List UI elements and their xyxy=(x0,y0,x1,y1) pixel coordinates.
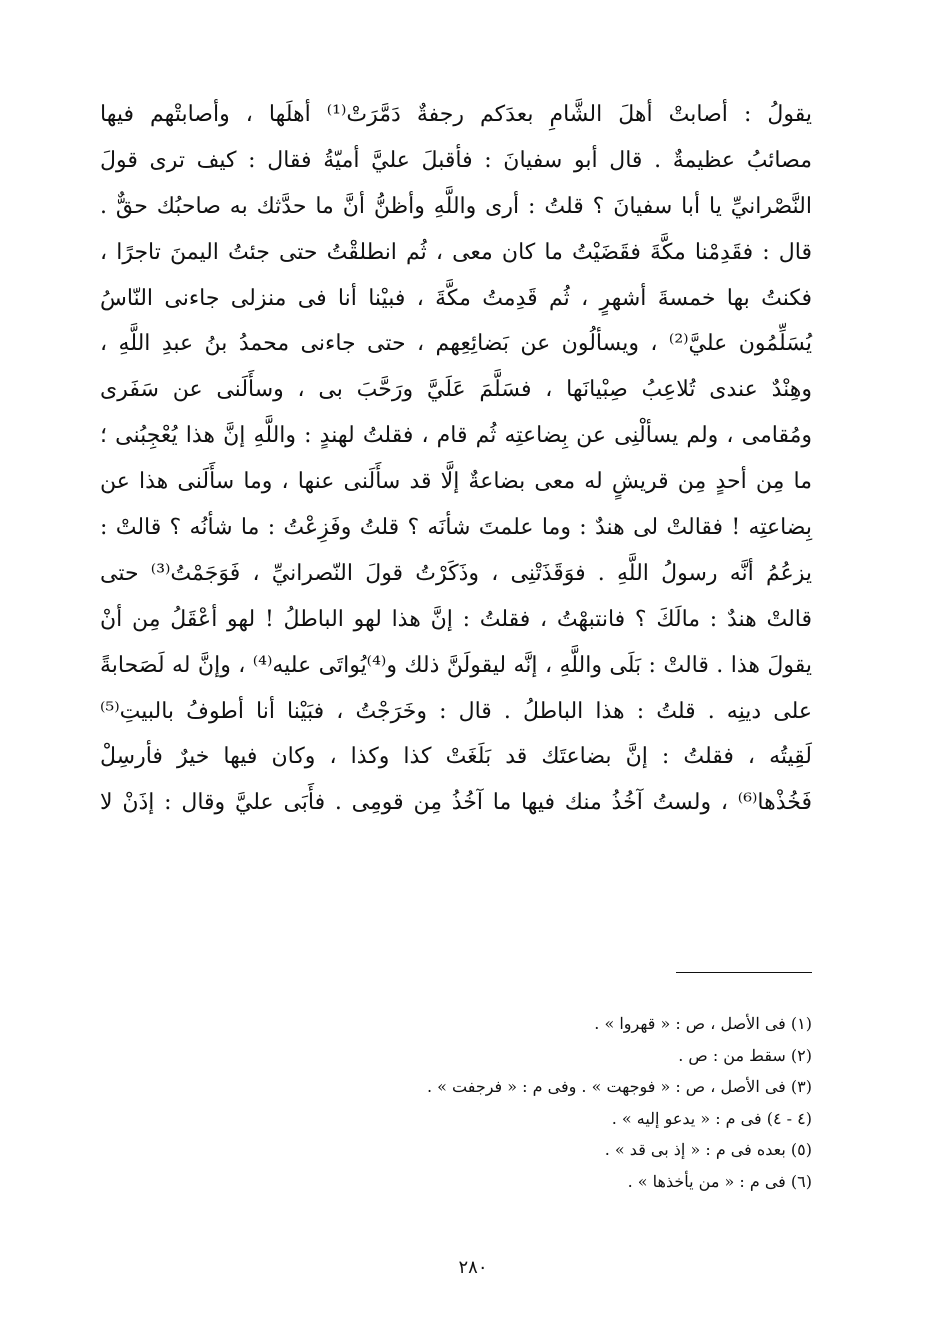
footnote: (٢) سقط من : ص . xyxy=(678,1045,812,1065)
text-line: لَقِيتُه ، فقلتُ : إنَّ بضاعتَك قد بَلَغَتْ كذا وكذا ، وكان فيها خيرٌ فأرسِلْ xyxy=(100,744,812,770)
text-line: قال : فقَدِمْنا مكَّةَ فقَضَيْتُ ما كان معى ، ثُم انطلقْتُ حتى جئتُ اليمنَ تاجرًا ، xyxy=(100,239,812,265)
text-line: بِضاعتِه ! فقالتْ لى هندٌ : وما علمتَ شأنَه ؟ قلتُ وفَزِعْتُ : ما شأنُه ؟ قالتْ : xyxy=(100,515,812,541)
footnote: (٦) فى م : « من يأخذها » . xyxy=(627,1171,812,1191)
text-line: فكنتُ بها خمسةَ أشهرٍ ، ثُم قَدِمتُ مكَّةَ ، فبيْنا أنا فى منزلى جاءنى النّاسُ xyxy=(100,285,812,311)
text-line: ومُقامى ، ولم يسألْنِى عن بِضاعتِه ثُم قام ، فقلتُ لهندٍ : واللَّهِ إنَّ هذا يُعْجِبُنى ؛ xyxy=(100,423,812,449)
text-line: ما مِن أحدٍ مِن قريشٍ له معى بضاعةٌ إلَّا قد سأَلَنى عنها ، وما سأَلَنى هذا عن xyxy=(100,469,812,495)
text-line: يقولَ هذا . قالتْ : بَلَى واللَّهِ ، إنَّه ليقولَنَّ ذلك و⁽⁴⁾يُواتَى عليه⁽⁴⁾ ، وإنَّ له لَصَحابةً xyxy=(100,652,812,678)
text-line: وهِنْدٌ عندى تُلاعِبُ صِبْيانَها ، فسَلَّمَ عَلَيَّ ورَحَّبَ بى ، وسأَلَنى عن سَفَرى xyxy=(100,377,812,403)
text-line: يقولُ : أصابتْ أهلَ الشَّامِ بعدَكم رجفةٌ دَمَّرَتْ⁽¹⁾ أهلَها ، وأصابتْهم فيها xyxy=(100,102,812,127)
footnotes-block xyxy=(300,1008,812,1198)
text-line: يُسَلِّمُون عليَّ⁽²⁾ ، ويسألُون عن بَضائِعِهم ، حتى جاءنى محمدُ بنُ عبدِ اللَّهِ ، xyxy=(100,331,812,357)
main-text-block xyxy=(100,92,812,826)
text-line: فَخُذْها⁽⁶⁾ ، ولستُ آخُذُ منك فيها ما آخُذُ مِن قومِى . فأَبَى عليَّ وقال : إذَنْ لا xyxy=(100,790,812,816)
text-line: يزعُمُ أنَّه رسولُ اللَّهِ . فوَقَذَتْنِى ، وذَكَرْتُ قولَ النّصرانيِّ ، فَوَجَمْتُ⁽³⁾ حتى xyxy=(100,560,812,586)
text-line: قالتْ هندٌ : مالَكَ ؟ فانتبهْتُ ، فقلتُ : إنَّ هذا لهو الباطلُ ! لهو أعْقَلُ مِن أنْ xyxy=(100,606,812,632)
footnote: (٤ - ٤) فى م : « يدعو إليه » . xyxy=(611,1108,812,1128)
text-line: مصائبُ عظيمةٌ . قال أبو سفيانَ : فأقبلَ عليَّ أميّةُ فقال : كيف ترى قولَ xyxy=(100,147,812,173)
text-line: النَّصْرانيِّ يا أبا سفيانَ ؟ قلتُ : أرى واللَّهِ وأظنُّ أنَّ ما حدَّثك به صاحبُك حقٌّ . xyxy=(100,193,812,219)
text-line: على دينِه . قلتُ : هذا الباطلُ . قال : وخَرَجْتُ ، فبَيْنا أنا أطوفُ بالبيتِ⁽⁵⁾ xyxy=(100,698,812,724)
footnote-divider xyxy=(676,972,812,973)
page-number: ٢٨٠ xyxy=(458,1257,488,1278)
footnote: (٣) فى الأصل ، ص : « فوجهت » . وفى م : « فرجفت » . xyxy=(426,1077,812,1097)
footnote: (٥) بعده فى م : « إذ بى قد » . xyxy=(604,1140,812,1160)
footnote: (١) فى الأصل ، ص : « قهروا » . xyxy=(594,1014,812,1033)
